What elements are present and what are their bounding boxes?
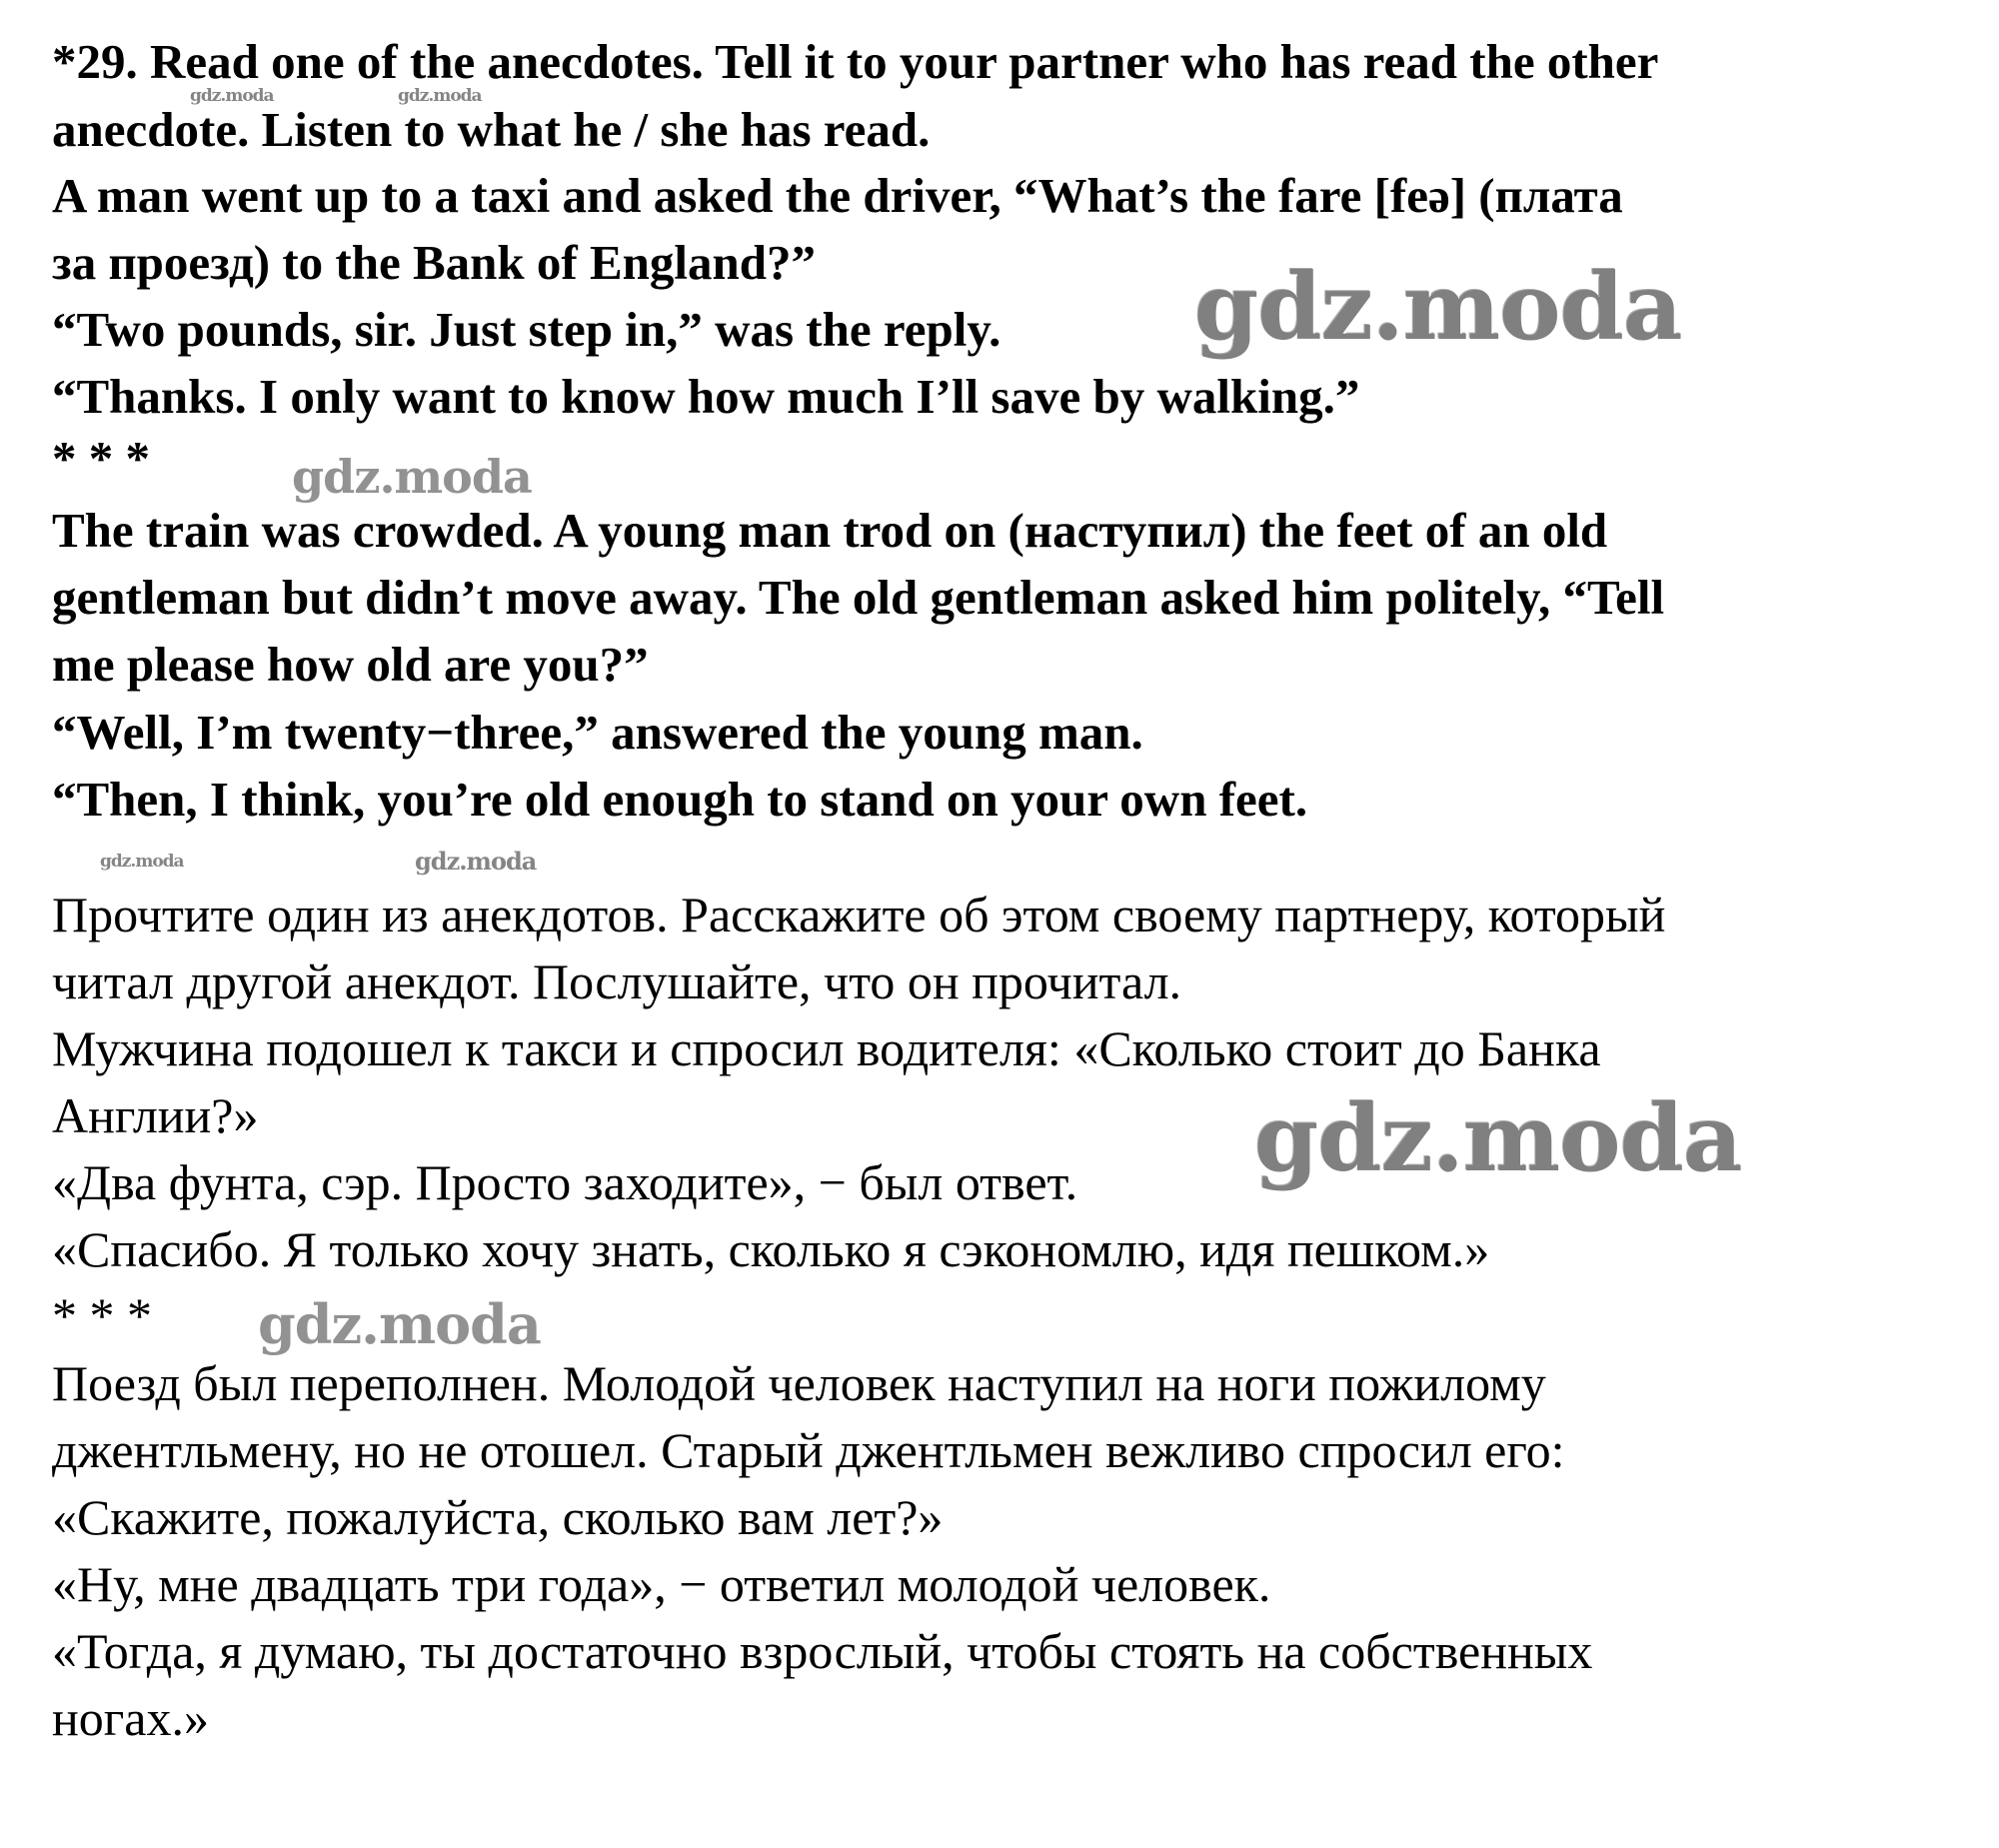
translation-2-line-5: «Тогда, я думаю, ты достаточно взрослый, чтобы стоять на собственных (52, 1623, 1593, 1679)
translation-2-line-1: Поезд был переполнен. Молодой человек наступил на ноги пожилому (52, 1355, 1546, 1411)
watermark-small-1: gdz.moda (190, 86, 274, 106)
exercise-heading-line-2: anecdote. Listen to what he / she has read. (52, 102, 931, 157)
anecdote-2-line-3: me please how old are you?” (52, 637, 649, 692)
separator-stars-1: * * * (52, 431, 150, 486)
translation-2-line-3: «Скажите, пожалуйста, сколько вам лет?» (52, 1489, 944, 1545)
translation-2-line-4: «Ну, мне двадцать три года», − ответил молодой человек. (52, 1556, 1271, 1612)
translation-2-line-6: ногах.» (52, 1690, 209, 1746)
translation-heading-line-2: читал другой анекдот. Послушайте, что он прочитал. (52, 953, 1182, 1009)
translation-1-line-1: Мужчина подошел к такси и спросил водителя: «Сколько стоит до Банка (52, 1020, 1601, 1076)
watermark-small-4: gdz.moda (415, 847, 537, 876)
watermark-small-3: gdz.moda (100, 852, 184, 872)
anecdote-2-line-4: “Well, I’m twenty−three,” answered the young man. (52, 705, 1143, 760)
exercise-heading-line-1: *29. Read one of the anecdotes. Tell it to your partner who has read the other (52, 34, 1659, 89)
anecdote-2-line-1: The train was crowded. A young man trod on (наступил) the feet of an old (52, 503, 1608, 558)
anecdote-1-line-1: A man went up to a taxi and asked the driver, “What’s the fare [feə] (плата (52, 168, 1623, 223)
translation-1-line-3: «Два фунта, сэр. Просто заходите», − был ответ. (52, 1154, 1078, 1210)
translation-1-line-2: Англии?» (52, 1087, 259, 1143)
watermark-small-2: gdz.moda (398, 86, 482, 106)
anecdote-2-line-5: “Then, I think, you’re old enough to stand on your own feet. (52, 772, 1308, 827)
translation-2-line-2: джентльмену, но не отошел. Старый джентльмен вежливо спросил его: (52, 1422, 1565, 1478)
translation-heading-line-1: Прочтите один из анекдотов. Расскажите об этом своему партнеру, который (52, 887, 1666, 942)
anecdote-2-line-2: gentleman but didn’t move away. The old gentleman asked him politely, “Tell (52, 570, 1665, 625)
anecdote-1-line-2: за проезд) to the Bank of England?” (52, 235, 817, 290)
watermark-medium-1: gdz.moda (292, 450, 532, 504)
anecdote-1-line-3: “Two pounds, sir. Just step in,” was the reply. (52, 302, 1001, 357)
watermark-large-2: gdz.moda (1254, 1084, 1742, 1192)
watermark-large-1: gdz.moda (1194, 253, 1682, 361)
separator-stars-2: * * * (52, 1287, 152, 1343)
watermark-medium-2: gdz.moda (258, 1292, 541, 1356)
anecdote-1-line-4: “Thanks. I only want to know how much I’ll save by walking.” (52, 369, 1360, 424)
translation-1-line-4: «Спасибо. Я только хочу знать, сколько я сэкономлю, идя пешком.» (52, 1221, 1490, 1277)
